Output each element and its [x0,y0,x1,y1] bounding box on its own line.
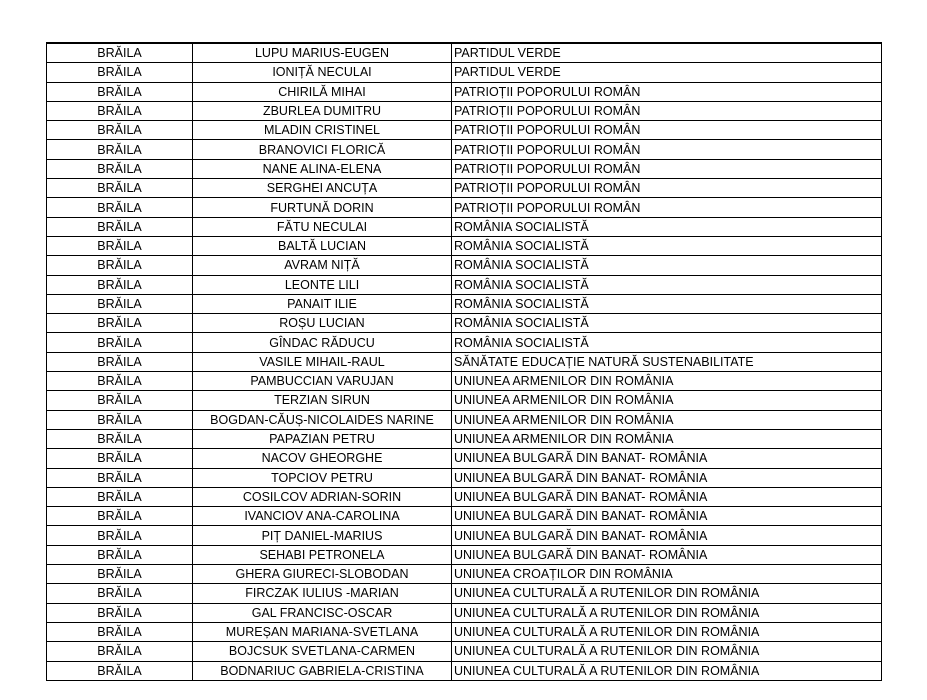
party-cell: PATRIOȚII POPORULUI ROMÂN [452,159,882,178]
table-row [47,372,882,391]
party-cell: UNIUNEA BULGARĂ DIN BANAT- ROMÂNIA [452,449,882,468]
candidate-name-cell: VASILE MIHAIL-RAUL [193,352,452,371]
county-cell: BRĂILA [47,603,193,622]
party-cell: UNIUNEA ARMENILOR DIN ROMÂNIA [452,410,882,429]
table-row [47,101,882,120]
candidate-table [46,42,882,681]
table-row [47,622,882,641]
party-cell: ROMÂNIA SOCIALISTĂ [452,236,882,255]
county-cell: BRĂILA [47,352,193,371]
candidate-name-cell: CHIRILĂ MIHAI [193,82,452,101]
county-cell: BRĂILA [47,391,193,410]
party-cell: PARTIDUL VERDE [452,43,882,63]
party-cell: UNIUNEA CROAȚILOR DIN ROMÂNIA [452,565,882,584]
party-cell: UNIUNEA ARMENILOR DIN ROMÂNIA [452,372,882,391]
party-cell: ROMÂNIA SOCIALISTĂ [452,275,882,294]
candidate-name-cell: LUPU MARIUS-EUGEN [193,43,452,63]
county-cell: BRĂILA [47,63,193,82]
table-row [47,487,882,506]
table-row [47,236,882,255]
candidate-name-cell: PIȚ DANIEL-MARIUS [193,526,452,545]
party-cell: UNIUNEA CULTURALĂ A RUTENILOR DIN ROMÂNIA [452,661,882,680]
candidate-name-cell: SEHABI PETRONELA [193,545,452,564]
county-cell: BRĂILA [47,526,193,545]
party-cell: ROMÂNIA SOCIALISTĂ [452,217,882,236]
table-row [47,43,882,63]
party-cell: UNIUNEA BULGARĂ DIN BANAT- ROMÂNIA [452,545,882,564]
table-row [47,256,882,275]
candidate-name-cell: AVRAM NIȚĂ [193,256,452,275]
table-row [47,661,882,680]
party-cell: UNIUNEA BULGARĂ DIN BANAT- ROMÂNIA [452,487,882,506]
table-row [47,449,882,468]
party-cell: UNIUNEA ARMENILOR DIN ROMÂNIA [452,391,882,410]
candidate-name-cell: MUREȘAN MARIANA-SVETLANA [193,622,452,641]
county-cell: BRĂILA [47,410,193,429]
party-cell: PATRIOȚII POPORULUI ROMÂN [452,121,882,140]
document-page [46,42,882,681]
candidate-name-cell: ROȘU LUCIAN [193,314,452,333]
candidate-name-cell: COSILCOV ADRIAN-SORIN [193,487,452,506]
table-row [47,275,882,294]
table-row [47,63,882,82]
candidate-name-cell: GHERA GIURECI-SLOBODAN [193,565,452,584]
candidate-name-cell: SERGHEI ANCUȚA [193,179,452,198]
county-cell: BRĂILA [47,256,193,275]
county-cell: BRĂILA [47,545,193,564]
candidate-name-cell: GAL FRANCISC-OSCAR [193,603,452,622]
candidate-name-cell: NACOV GHEORGHE [193,449,452,468]
county-cell: BRĂILA [47,333,193,352]
county-cell: BRĂILA [47,372,193,391]
candidate-name-cell: BRANOVICI FLORICĂ [193,140,452,159]
party-cell: ROMÂNIA SOCIALISTĂ [452,294,882,313]
party-cell: UNIUNEA BULGARĂ DIN BANAT- ROMÂNIA [452,526,882,545]
table-row [47,507,882,526]
county-cell: BRĂILA [47,159,193,178]
candidate-name-cell: PAMBUCCIAN VARUJAN [193,372,452,391]
party-cell: PATRIOȚII POPORULUI ROMÂN [452,140,882,159]
table-row [47,565,882,584]
table-row [47,526,882,545]
table-row [47,584,882,603]
candidate-name-cell: LEONTE LILI [193,275,452,294]
county-cell: BRĂILA [47,217,193,236]
candidate-name-cell: TOPCIOV PETRU [193,468,452,487]
county-cell: BRĂILA [47,622,193,641]
table-row [47,429,882,448]
county-cell: BRĂILA [47,584,193,603]
county-cell: BRĂILA [47,661,193,680]
candidate-name-cell: BODNARIUC GABRIELA-CRISTINA [193,661,452,680]
county-cell: BRĂILA [47,275,193,294]
table-row [47,159,882,178]
party-cell: UNIUNEA CULTURALĂ A RUTENILOR DIN ROMÂNIA [452,642,882,661]
table-row [47,294,882,313]
party-cell: UNIUNEA CULTURALĂ A RUTENILOR DIN ROMÂNIA [452,603,882,622]
party-cell: SĂNĂTATE EDUCAȚIE NATURĂ SUSTENABILITATE [452,352,882,371]
county-cell: BRĂILA [47,82,193,101]
table-row [47,333,882,352]
party-cell: UNIUNEA ARMENILOR DIN ROMÂNIA [452,429,882,448]
candidate-name-cell: MLADIN CRISTINEL [193,121,452,140]
county-cell: BRĂILA [47,507,193,526]
table-row [47,468,882,487]
county-cell: BRĂILA [47,314,193,333]
candidate-name-cell: ZBURLEA DUMITRU [193,101,452,120]
party-cell: PATRIOȚII POPORULUI ROMÂN [452,101,882,120]
party-cell: UNIUNEA CULTURALĂ A RUTENILOR DIN ROMÂNIA [452,622,882,641]
table-row [47,121,882,140]
county-cell: BRĂILA [47,642,193,661]
county-cell: BRĂILA [47,198,193,217]
party-cell: UNIUNEA BULGARĂ DIN BANAT- ROMÂNIA [452,468,882,487]
candidate-name-cell: BOGDAN-CĂUȘ-NICOLAIDES NARINE [193,410,452,429]
county-cell: BRĂILA [47,487,193,506]
table-row [47,545,882,564]
county-cell: BRĂILA [47,429,193,448]
county-cell: BRĂILA [47,121,193,140]
candidate-name-cell: GÎNDAC RĂDUCU [193,333,452,352]
county-cell: BRĂILA [47,179,193,198]
table-row [47,140,882,159]
county-cell: BRĂILA [47,449,193,468]
party-cell: PATRIOȚII POPORULUI ROMÂN [452,82,882,101]
party-cell: UNIUNEA BULGARĂ DIN BANAT- ROMÂNIA [452,507,882,526]
candidate-name-cell: TERZIAN SIRUN [193,391,452,410]
candidate-name-cell: NANE ALINA-ELENA [193,159,452,178]
table-row [47,179,882,198]
party-cell: UNIUNEA CULTURALĂ A RUTENILOR DIN ROMÂNIA [452,584,882,603]
candidate-name-cell: IONIȚĂ NECULAI [193,63,452,82]
county-cell: BRĂILA [47,294,193,313]
party-cell: PATRIOȚII POPORULUI ROMÂN [452,198,882,217]
table-row [47,352,882,371]
county-cell: BRĂILA [47,140,193,159]
party-cell: PARTIDUL VERDE [452,63,882,82]
candidate-name-cell: IVANCIOV ANA-CAROLINA [193,507,452,526]
candidate-name-cell: FĂTU NECULAI [193,217,452,236]
party-cell: PATRIOȚII POPORULUI ROMÂN [452,179,882,198]
table-row [47,217,882,236]
candidate-name-cell: PANAIT ILIE [193,294,452,313]
candidate-name-cell: BOJCSUK SVETLANA-CARMEN [193,642,452,661]
table-row [47,314,882,333]
county-cell: BRĂILA [47,236,193,255]
candidate-name-cell: PAPAZIAN PETRU [193,429,452,448]
party-cell: ROMÂNIA SOCIALISTĂ [452,256,882,275]
party-cell: ROMÂNIA SOCIALISTĂ [452,333,882,352]
table-row [47,82,882,101]
table-row [47,642,882,661]
table-row [47,391,882,410]
table-row [47,198,882,217]
county-cell: BRĂILA [47,565,193,584]
county-cell: BRĂILA [47,43,193,63]
table-row [47,410,882,429]
county-cell: BRĂILA [47,101,193,120]
candidate-name-cell: BALTĂ LUCIAN [193,236,452,255]
candidate-table-body [47,43,882,680]
candidate-name-cell: FIRCZAK IULIUS -MARIAN [193,584,452,603]
county-cell: BRĂILA [47,468,193,487]
party-cell: ROMÂNIA SOCIALISTĂ [452,314,882,333]
candidate-name-cell: FURTUNĂ DORIN [193,198,452,217]
table-row [47,603,882,622]
